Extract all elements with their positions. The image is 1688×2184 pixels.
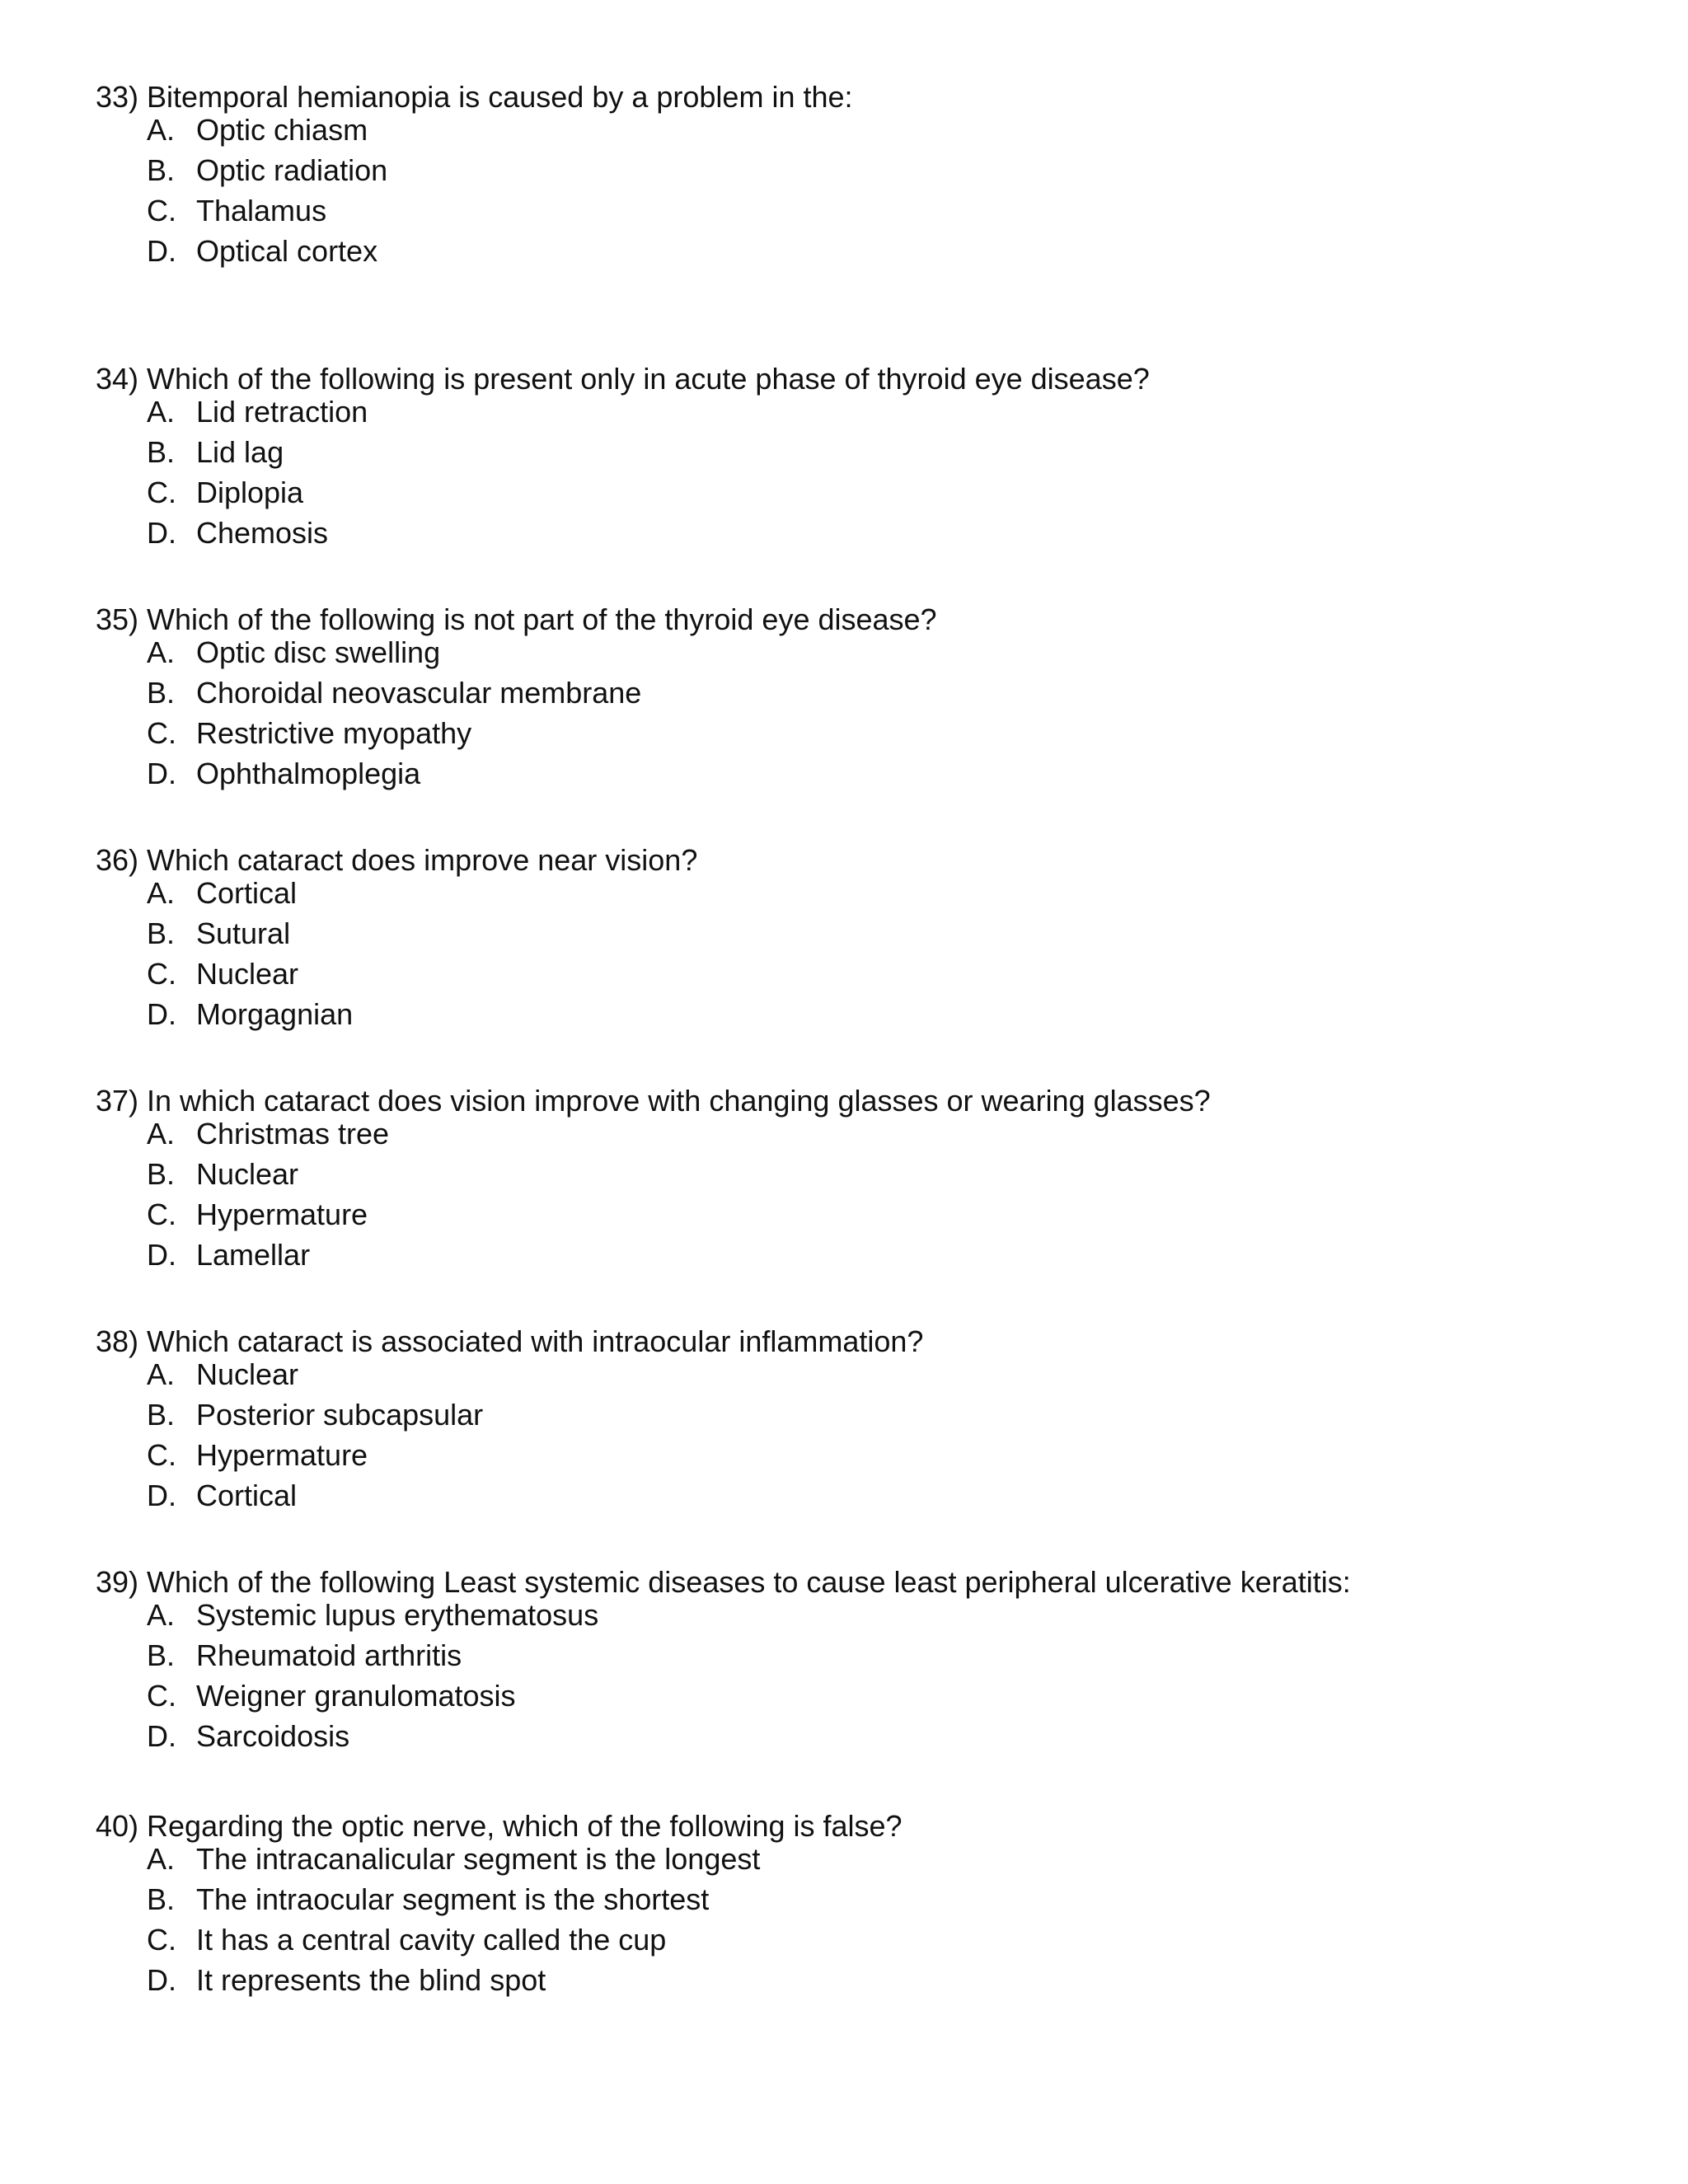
option-list <box>96 636 1645 798</box>
option-text: Optical cortex <box>196 234 378 268</box>
option-letter: A. <box>147 113 176 147</box>
option-list <box>96 1358 1645 1520</box>
option-list <box>96 114 1645 275</box>
option-text: Nuclear <box>196 957 299 991</box>
question-35 <box>96 603 1645 798</box>
question-text: 35) Which of the following is not part of the thyroid eye disease? <box>96 602 937 636</box>
option-text: Optic radiation <box>196 153 388 187</box>
question-text: 36) Which cataract does improve near vision? <box>96 843 698 877</box>
question-33 <box>96 81 1645 275</box>
option-text: The intraocular segment is the shortest <box>196 1882 710 1916</box>
option-letter: A. <box>147 1357 176 1391</box>
question-39 <box>96 1566 1645 1760</box>
option-letter: B. <box>147 1882 176 1916</box>
option-d <box>96 757 1645 798</box>
option-a <box>96 636 1645 677</box>
option-text: It has a central cavity called the cup <box>196 1923 667 1957</box>
option-d <box>96 1239 1645 1279</box>
option-text: Choroidal neovascular membrane <box>196 676 642 710</box>
question-text: 40) Regarding the optic nerve, which of the following is false? <box>96 1809 903 1843</box>
option-b <box>96 1639 1645 1680</box>
option-b <box>96 677 1645 717</box>
option-letter: D. <box>147 997 176 1031</box>
question-40 <box>96 1810 1645 2004</box>
option-b <box>96 917 1645 958</box>
option-b <box>96 1158 1645 1198</box>
option-text: Lid lag <box>196 435 284 469</box>
option-letter: D. <box>147 516 176 550</box>
option-text: It represents the blind spot <box>196 1963 546 1997</box>
option-b <box>96 1399 1645 1439</box>
option-text: Lid retraction <box>196 395 368 429</box>
option-letter: C. <box>147 957 176 991</box>
option-letter: C. <box>147 1197 176 1231</box>
option-letter: D. <box>147 757 176 790</box>
option-d <box>96 1720 1645 1760</box>
option-text: Hypermature <box>196 1197 368 1231</box>
option-text: Ophthalmoplegia <box>196 757 421 790</box>
option-letter: A. <box>147 1842 176 1876</box>
option-a <box>96 877 1645 917</box>
option-text: Nuclear <box>196 1357 299 1391</box>
option-text: Cortical <box>196 876 298 910</box>
option-letter: B. <box>147 1157 176 1191</box>
option-letter: B. <box>147 1638 176 1672</box>
option-list <box>96 396 1645 557</box>
option-list <box>96 877 1645 1038</box>
option-letter: C. <box>147 476 176 509</box>
option-b <box>96 154 1645 194</box>
option-text: Chemosis <box>196 516 329 550</box>
option-c <box>96 1924 1645 1964</box>
option-c <box>96 717 1645 757</box>
option-text: Optic disc swelling <box>196 635 441 669</box>
option-c <box>96 1439 1645 1479</box>
option-text: Lamellar <box>196 1238 311 1272</box>
option-c <box>96 958 1645 998</box>
option-letter: C. <box>147 1679 176 1713</box>
option-a <box>96 396 1645 436</box>
option-letter: A. <box>147 1117 176 1151</box>
option-list <box>96 1118 1645 1279</box>
option-letter: B. <box>147 1398 176 1432</box>
option-d <box>96 235 1645 275</box>
option-text: Nuclear <box>196 1157 299 1191</box>
option-letter: C. <box>147 194 176 227</box>
option-letter: D. <box>147 1963 176 1997</box>
option-b <box>96 436 1645 476</box>
option-text: Posterior subcapsular <box>196 1398 484 1432</box>
option-text: Restrictive myopathy <box>196 716 472 750</box>
question-36 <box>96 844 1645 1038</box>
option-a <box>96 1599 1645 1639</box>
option-letter: D. <box>147 1479 176 1512</box>
option-letter: B. <box>147 676 176 710</box>
option-c <box>96 1680 1645 1720</box>
option-letter: C. <box>147 716 176 750</box>
option-list <box>96 1843 1645 2004</box>
option-c <box>96 194 1645 235</box>
option-text: Thalamus <box>196 194 327 227</box>
option-letter: D. <box>147 234 176 268</box>
question-text: 33) Bitemporal hemianopia is caused by a problem in the: <box>96 80 853 114</box>
question-text: 34) Which of the following is present only in acute phase of thyroid eye disease? <box>96 362 1150 396</box>
option-c <box>96 476 1645 517</box>
option-letter: B. <box>147 916 176 950</box>
option-text: Christmas tree <box>196 1117 390 1151</box>
question-text: 39) Which of the following Least systemic diseases to cause least peripheral ulcerative keratitis: <box>96 1565 1351 1599</box>
option-letter: D. <box>147 1719 176 1753</box>
option-d <box>96 1964 1645 2004</box>
option-letter: C. <box>147 1438 176 1472</box>
option-a <box>96 114 1645 154</box>
option-a <box>96 1118 1645 1158</box>
option-d <box>96 998 1645 1038</box>
option-text: Rheumatoid arthritis <box>196 1638 462 1672</box>
option-text: Hypermature <box>196 1438 368 1472</box>
option-a <box>96 1358 1645 1399</box>
option-d <box>96 517 1645 557</box>
question-38 <box>96 1325 1645 1520</box>
option-text: Sarcoidosis <box>196 1719 350 1753</box>
option-letter: B. <box>147 153 176 187</box>
question-text: 38) Which cataract is associated with intraocular inflammation? <box>96 1324 924 1358</box>
option-text: Diplopia <box>196 476 304 509</box>
question-37 <box>96 1085 1645 1279</box>
option-text: Sutural <box>196 916 291 950</box>
option-list <box>96 1599 1645 1760</box>
option-text: Weigner granulomatosis <box>196 1679 516 1713</box>
question-34 <box>96 363 1645 557</box>
option-text: Cortical <box>196 1479 298 1512</box>
option-letter: C. <box>147 1923 176 1957</box>
option-text: Optic chiasm <box>196 113 368 147</box>
option-letter: A. <box>147 395 176 429</box>
option-text: The intracanalicular segment is the longest <box>196 1842 761 1876</box>
option-text: Systemic lupus erythematosus <box>196 1598 599 1632</box>
option-b <box>96 1883 1645 1924</box>
option-text: Morgagnian <box>196 997 354 1031</box>
option-letter: D. <box>147 1238 176 1272</box>
option-c <box>96 1198 1645 1239</box>
option-letter: A. <box>147 876 176 910</box>
option-d <box>96 1479 1645 1520</box>
option-letter: A. <box>147 1598 176 1632</box>
option-letter: A. <box>147 635 176 669</box>
question-text: 37) In which cataract does vision improve with changing glasses or wearing glasses? <box>96 1084 1211 1118</box>
option-letter: B. <box>147 435 176 469</box>
option-a <box>96 1843 1645 1883</box>
